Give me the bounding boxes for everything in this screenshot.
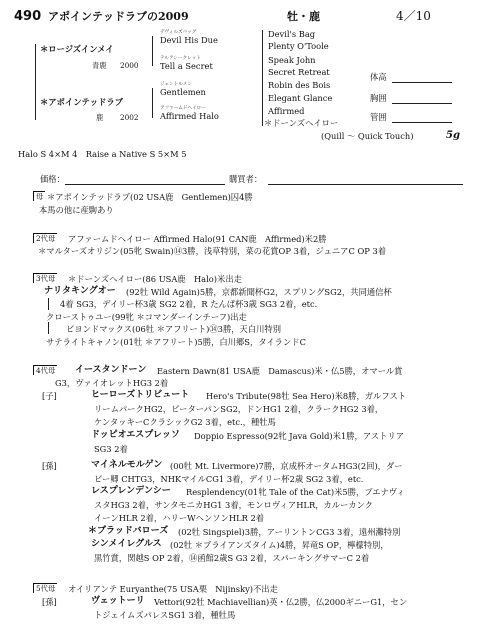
m3-name: ＊ブラッドバローズ	[88, 526, 169, 536]
g3-name: Speak John	[268, 55, 316, 65]
gen3-c2: クローストゥユー(99牝 ＊コマンダーインチーフ)出走	[46, 312, 247, 322]
tree-line	[152, 36, 153, 66]
v-name: ヴェットーリ	[91, 596, 145, 606]
gen3-c1-name: ナリタキングオー	[44, 286, 116, 296]
m2-name: レスプレンデンシー	[91, 486, 171, 496]
dam-color: 鹿	[96, 113, 104, 122]
gen3-tag: 3代母	[33, 273, 57, 283]
m2: Resplendency(01牝 Tale of the Cat)米5勝，ブエナヴィ	[186, 487, 405, 497]
k1: Hero's Tribute(98牡 Sea Hero)米8勝，ガルフスト	[206, 391, 406, 401]
ss-name: Devil His Due	[160, 35, 218, 45]
m3: (02牡 Singspiel)3勝，アーリントンCG3 3着，遠州灘特別	[178, 527, 401, 537]
height-label: 体高	[370, 72, 387, 82]
gen4-tag: 4代母	[33, 365, 57, 375]
m2b: スタHG3 2着，サンタモニカHG1 3着，モンロヴィアHLR，カルーカンク	[94, 500, 373, 510]
dam-name: ＊アポインテッドラブ	[40, 97, 123, 107]
mago-label: [孫]	[42, 461, 57, 471]
price-blank	[65, 184, 225, 185]
inbreeding: Halo S 4×M 4 Raise a Native S 5×M 5	[18, 149, 187, 159]
k1b: リームパークHG2，ビーターパンSG2，ドンHG1 2着，クラークHG2 3着，	[94, 404, 384, 414]
vb: トジェイムズパレスSG1 3着，種牡馬	[94, 610, 236, 620]
m1b: ビー卿 CHTG3，NHKマイルCG1 3着，デイリー杯2歳 SG2 3着，etc.	[94, 474, 364, 484]
sd-kana: テルアシークレット	[160, 56, 201, 61]
m2c: イーンHLR 2着，ハリーWヘンソンHLR 2着	[94, 513, 265, 523]
dam-sub: 本馬の他に産駒あり	[39, 205, 114, 215]
height-blank	[392, 82, 452, 83]
gen2-tag: 2代母	[33, 233, 57, 243]
dam-line: ＊アポインテッドラブ(02 USA鹿 Gentlemen)囚4勝	[47, 192, 253, 202]
k2b: SG3 2着	[94, 444, 128, 454]
gen5-mago: [孫]	[42, 597, 57, 607]
ko-label: [子]	[42, 391, 57, 401]
gen3-c1: (92牡 Wild Again)5勝，京都新聞杯G2，スプリングSG2，共同通信杯	[126, 287, 392, 297]
sire-color: 青鹿	[92, 61, 107, 70]
gen2-line: アファームドヘイロー Affirmed Halo(91 CAN鹿 Affirmed)米2勝	[68, 234, 327, 244]
price-label: 価格：	[40, 174, 65, 184]
buyer-blank	[268, 184, 463, 185]
tree-line	[48, 298, 49, 310]
dd-kana: アファームドヘイロー	[160, 106, 206, 111]
family-number: 5g	[446, 130, 460, 141]
buyer-label: 購買者：	[229, 174, 263, 184]
gen3-c1b: 4着 SG3，デイリー杯3歳 SG2 2着，R たんぱ杯3歳 SG3 2着，etc.	[60, 299, 318, 309]
girth-blank	[392, 103, 452, 104]
dam-year: 2002	[120, 113, 139, 122]
g3-name: Plenty O'Toole	[268, 41, 329, 51]
sex-color: 牡・鹿	[287, 10, 320, 23]
horse-title: アポインテッドラブの2009	[48, 10, 189, 23]
cannon-label: 管囲	[370, 112, 387, 122]
pedigree-note: (Quill ～ Quick Touch)	[321, 131, 414, 141]
dam-tag: 母	[33, 191, 45, 201]
g3-name: Devil's Bag	[268, 29, 316, 39]
sire-year: 2000	[120, 61, 139, 70]
ds-name: Gentlemen	[160, 87, 206, 97]
cannon-blank	[392, 122, 452, 123]
m1-name: マイネルモルゲン	[91, 460, 163, 470]
sire-name: ＊ロージズインメイ	[40, 44, 114, 54]
birth-date: 4／10	[396, 9, 431, 23]
m4-name: シンメイレグルス	[91, 539, 162, 549]
g3-name: Affirmed	[268, 106, 305, 116]
k1c: ケンタッキーCクラシックG2 3着，etc.，種牡馬	[94, 417, 276, 427]
v: Vettori(92牡 Machiavellian)英・仏2勝，仏2000ギニーG1，セン	[154, 597, 408, 607]
tree-line	[48, 322, 49, 334]
g3-name: Elegant Glance	[268, 93, 333, 103]
m1: (00牡 Mt. Livermore)7勝，京成杯オータムHG3(2回)，ダー	[170, 461, 403, 471]
g3-name: Robin des Bois	[268, 80, 331, 90]
tree-line	[35, 44, 36, 120]
sd-name: Tell a Secret	[160, 61, 213, 71]
ds-kana: ジェントルメン	[160, 82, 192, 87]
m4b: 黒竹賞，関越S OP 2着，⑭函館2歳S G3 2着，スパーキングサマーC 2着	[94, 553, 370, 563]
gen4-line2: G3，ヴァイオレットHG3 2着	[55, 378, 169, 388]
g3-name: ＊ドーンズヘイロー	[264, 118, 339, 128]
ss-kana: デヴィルズバッグ	[160, 30, 197, 35]
tree-line	[262, 30, 263, 126]
gen4-name: イースタンドーン	[75, 365, 147, 375]
k2: Doppio Espresso(92牝 Java Gold)米1勝，アストリア	[194, 431, 404, 441]
lot-number: 490	[14, 9, 42, 24]
m4: (02牡 ＊ブライアンズタイム)4勝，昇竜S OP，檸檬特別，	[170, 540, 389, 550]
tree-line	[152, 88, 153, 118]
g3-name: Secret Retreat	[268, 67, 330, 77]
k1-name: ヒーローズトリビュート	[91, 390, 190, 400]
gen3-line: ＊ドーンズヘイロー(86 USA鹿 Halo)米出走	[68, 274, 242, 284]
gen4-line: Eastern Dawn(81 USA鹿 Damascus)米・仏5勝，オマール賞	[157, 366, 403, 376]
gen3-c3: サテライトキャノン(01牡 ＊アフリート)5勝，白川郷S，タイランドC	[46, 337, 306, 347]
gen5-tag: 5代母	[33, 583, 57, 593]
gen5-line: オイリアンテ Euryanthe(75 USA栗 Nijinsky)不出走	[68, 584, 278, 594]
gen2-child: ＊マルターズオリジン(05牝 Swain)⑭3勝，浅草特別，菜の花賞OP 3着，ジュニアC OP 3着	[38, 246, 387, 256]
dd-name: Affirmed Halo	[160, 111, 219, 121]
k2-name: ドッピオエスプレッソ	[91, 430, 180, 440]
gen3-c2a: ビヨンドマックス(06牡 ＊アフリート)⑭3勝，天白川特別	[66, 324, 282, 334]
girth-label: 胸囲	[370, 93, 387, 103]
